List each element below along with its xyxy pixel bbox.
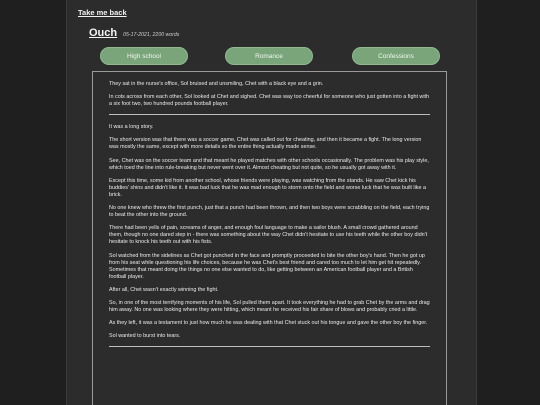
tag-high-school[interactable]: High school bbox=[100, 47, 188, 65]
story-paragraph: Except this time, some kid from another school, whose friends were playing, was watching from the stands. He saw Chet kick his buddies' shins and didn't like it. It was bad luck that he was mad enough to storm onto the field and worse luck that he was built like a brick. bbox=[109, 177, 426, 198]
story-paragraph: In cots across from each other, Sol looked at Chet and sighed. Chet was way too cheerful for someone who just gotten into a fight with a six foot two, two hundred pounds football player. bbox=[109, 94, 430, 108]
section-divider bbox=[109, 114, 430, 115]
story-header bbox=[89, 27, 179, 39]
story-paragraph: No one knew who threw the first punch, just that a punch had been thrown, and then two boys were scrabbling on the field, each trying to beat the other into the ground. bbox=[109, 205, 430, 219]
section-divider bbox=[109, 346, 430, 347]
story-paragraph: There had been yells of pain, screams of anger, and enough foul language to make a sailor blush. A small crowd gathered around them, though no one dared step in - there was something about the way Chet didn't hesitate to use his teeth while the other boy didn't hesitate to knock his teeth out with his fists. bbox=[109, 225, 428, 246]
story-paragraph: The short version was that there was a soccer game, Chet was called out for cheating, and then it became a fight. The long version was mostly the same, except with more details so the entire thing actually made sense. bbox=[109, 137, 422, 151]
story-paragraph: See, Chet was on the soccer team and that meant he played matches with other schools occasionally. The problem was his play style, which toed the line into rule-breaking but never went over it. Almost cheating but not quite, so he usually got away with it. bbox=[109, 157, 429, 171]
story-paragraph: As they left, it was a testament to just how much he was dealing with that Chet stuck out his tongue and gave the other boy the finger. bbox=[109, 320, 428, 327]
back-link[interactable]: Take me back bbox=[78, 8, 127, 17]
story-paragraph: Sol watched from the sidelines as Chet got punched in the face and promptly proceeded to bite the other boy's hand. Then he got up from his seat while questioning his life choices, because he was Chet's best friend and cared too much to let him get hit repeatedly. Sometimes that meant doing the things no one else wanted to do, like getting between an American football player and a British football player. bbox=[109, 252, 425, 280]
story-title[interactable]: Ouch bbox=[89, 27, 118, 39]
tag-confessions[interactable]: Confessions bbox=[352, 47, 440, 65]
story-paragraph: They sat in the nurse's office, Sol bruised and unsmiling, Chet with a black eye and a grin. bbox=[109, 81, 324, 87]
story-paragraph: After all, Chet wasn't exactly winning the fight. bbox=[109, 286, 219, 293]
story-paragraph: So, in one of the most terrifying moments of his life, Sol pulled them apart. It took everything he had to grab Chet by the arms and drag him away. No one was looking where they were hitting, which meant he received his fair share of blows and probably cried a little. bbox=[109, 299, 430, 314]
story-paragraph: It was a long story. bbox=[109, 124, 154, 131]
story-content bbox=[92, 71, 447, 405]
tag-romance[interactable]: Romance bbox=[225, 47, 313, 65]
story-paragraph: Sol wanted to burst into tears. bbox=[109, 333, 181, 340]
story-meta: 05-17-2021, 2200 words bbox=[123, 32, 180, 38]
